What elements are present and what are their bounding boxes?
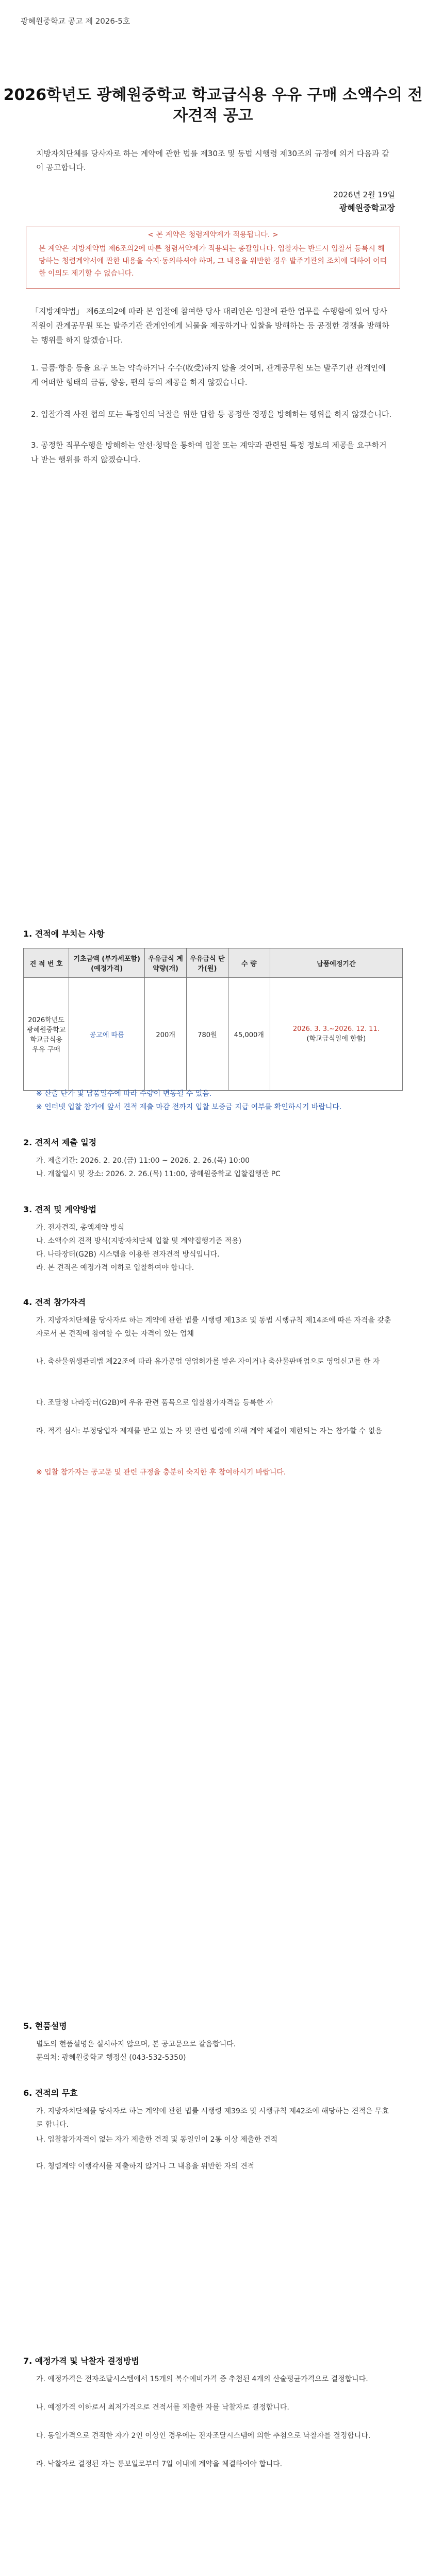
list-item: 다. 동일가격으로 견적한 자가 2인 이상인 경우에는 전자조달시스템에 의한 추첨으로 낙찰자를 결정합니다.	[36, 2432, 371, 2440]
document-number: 광혜원중학교 공고 제 2026-5호	[21, 16, 130, 26]
section-title-7: 7. 예정가격 및 낙찰자 결정방법	[23, 2356, 139, 2366]
section-title-6: 6. 견적의 무효	[23, 2088, 78, 2098]
section-title-3: 3. 견적 및 계약방법	[23, 1205, 97, 1214]
list-item: 가. 제출기간: 2026. 2. 20.(금) 11:00 ~ 2026. 2. 26.(목) 10:00	[36, 1157, 250, 1165]
list-item: 다. 나라장터(G2B) 시스템을 이용한 전자견적 방식입니다.	[36, 1250, 220, 1259]
cell-amount: 공고에 따름	[69, 978, 145, 1091]
list-item: ※ 입찰 참가자는 공고문 및 관련 규정을 충분히 숙지한 후 참여하시기 바랍니다.	[36, 1468, 286, 1477]
intro-item: 3. 공정한 직무수행을 방해하는 알선·청탁을 통하여 입찰 또는 계약과 관련된 특정 정보의 제공을 요구하거나 받는 행위를 하지 않겠습니다.	[31, 440, 387, 464]
list-item: 가. 전자견적, 총액계약 방식	[36, 1224, 125, 1232]
list-item: 나. 개찰일시 및 장소: 2026. 2. 26.(목) 11:00, 광혜원중학교 입찰집행관 PC	[36, 1170, 281, 1178]
integrity-notice-box	[26, 227, 400, 289]
table-header: 우유급식 계약량(개)	[145, 948, 187, 978]
integrity-notice-header: < 본 계약은 청렴계약제가 적용됩니다. >	[148, 231, 278, 239]
table-header: 수 량	[228, 948, 270, 978]
list-item: 가. 지방자치단체를 당사자로 하는 계약에 관한 법률 시행령 제13조 및 동법 시행규칙 제14조에 따른 자격을 갖춘 자로서 본 견적에 참여할 수 있는 자격이 있는 업체	[36, 1316, 391, 1338]
note-line: ※ 산출 단가 및 납품일수에 따라 수량이 변동될 수 있음.	[36, 1090, 212, 1098]
integrity-notice-text: 본 계약은 지방계약법 제6조의2에 따른 청렴서약제가 적용되는 총괄입니다. 입찰자는 반드시 입찰서 등록시 해당하는 청렴계약서에 관한 내용을 숙지·동의하셔야 하며, 그 내용을 위반한 경우 발주기관의 조치에 대하여 어떠한 이의도 제기할 수 없습니다.	[39, 245, 387, 278]
list-item: 가. 예정가격은 전자조달시스템에서 15개의 복수예비가격 중 추첨된 4개의 산술평균가격으로 결정합니다.	[36, 2375, 368, 2383]
table-header-row	[24, 948, 403, 978]
table-header: 우유급식 단가(원)	[187, 948, 228, 978]
table-header: 견 적 번 호	[24, 948, 69, 978]
period-range: 2026. 3. 3.~2026. 12. 11.	[292, 1025, 380, 1033]
list-item: 나. 축산물위생관리법 제22조에 따라 유가공업 영업허가를 받은 자이거나 축산물판매업으로 영업신고를 한 자	[36, 1358, 380, 1366]
cell-bid-no: 2026학년도 광혜원중학교 학교급식용 우유 구매	[24, 978, 69, 1091]
note-line: ※ 인터넷 입찰 참가에 앞서 견적 제출 마감 전까지 입찰 보증금 지급 여부를 확인하시기 바랍니다.	[36, 1103, 342, 1111]
period-note: (학교급식일에 한함)	[306, 1035, 366, 1043]
table-header: 납품예정기간	[270, 948, 402, 978]
goods-table	[23, 948, 403, 1091]
list-item: 가. 지방자치단체를 당사자로 하는 계약에 관한 법률 시행령 제39조 및 시행규칙 제42조에 해당하는 견적은 무효로 합니다.	[36, 2107, 389, 2129]
lead-paragraph: 지방자치단체를 당사자로 하는 계약에 관한 법률 제30조 및 동법 시행령 제30조의 규정에 의거 다음과 같이 공고합니다.	[36, 149, 389, 172]
list-item: 나. 예정가격 이하로서 최저가격으로 견적서를 제출한 자를 낙찰자로 결정합니다.	[36, 2403, 289, 2412]
section-title-2: 2. 견적서 제출 일정	[23, 1138, 97, 1147]
list-item: 나. 소액수의 견적 방식(지방자치단체 입찰 및 계약집행기준 적용)	[36, 1237, 242, 1245]
intro-item: 「지방계약법」 제6조의2에 따라 본 입찰에 참여한 당사 대리인은 입찰에 관한 업무를 수행함에 있어 당사 직원이 관계공무원 또는 발주기관 관계인에게 뇌물을 제공하거나 입찰을 방해하는 등 공정한 경쟁을 방해하는 행위를 하지 않겠습니다.	[31, 307, 389, 345]
issuing-organization: 광혜원중학교장	[339, 203, 395, 213]
list-item: 문의처: 광혜원중학교 행정실 (043-532-5350)	[36, 2054, 186, 2062]
intro-item: 2. 입찰가격 사전 협의 또는 특정인의 낙찰을 위한 담합 등 공정한 경쟁을 방해하는 행위를 하지 않겠습니다.	[31, 410, 392, 419]
section-title-5: 5. 현품설명	[23, 2021, 67, 2031]
list-item: 별도의 현품설명은 실시하지 않으며, 본 공고문으로 갈음합니다.	[36, 2040, 236, 2048]
cell-count: 45,000개	[228, 978, 270, 1091]
list-item: 라. 본 견적은 예정가격 이하로 입찰하여야 합니다.	[36, 1264, 194, 1272]
list-item: 다. 청렴계약 이행각서를 제출하지 않거나 그 내용을 위반한 자의 견적	[36, 2162, 255, 2171]
list-item: 라. 낙찰자로 결정된 자는 통보일로부터 7일 이내에 계약을 체결하여야 합니다.	[36, 2460, 283, 2468]
cell-qty: 200개	[145, 978, 187, 1091]
notice-date: 2026년 2월 19일	[333, 190, 395, 199]
page-title: 2026학년도 광혜원중학교 학교급식용 우유 구매 소액수의 전자견적 공고	[3, 86, 423, 125]
section-title-1: 1. 견적에 부치는 사항	[23, 929, 105, 939]
date-block	[333, 188, 395, 215]
table-header: 기초금액 (부가세포함) (예정가격)	[69, 948, 145, 978]
list-item: 라. 적격 심사: 부정당업자 제재를 받고 있는 자 및 관련 법령에 의해 계약 체결이 제한되는 자는 참가할 수 없음	[36, 1427, 382, 1435]
table-row	[24, 978, 403, 1091]
list-item: 다. 조달청 나라장터(G2B)에 우유 관련 품목으로 입찰참가자격을 등록한 자	[36, 1399, 273, 1407]
cell-period	[270, 978, 402, 1091]
cell-price: 780원	[187, 978, 228, 1091]
list-item: 나. 입찰참가자격이 없는 자가 제출한 견적 및 동일인이 2통 이상 제출한 견적	[36, 2136, 278, 2144]
section-title-4: 4. 견적 참가자격	[23, 1297, 86, 1307]
intro-item: 1. 금품·향응 등을 요구 또는 약속하거나 수수(收受)하지 않을 것이며, 관계공무원 또는 발주기관 관계인에게 어떠한 형태의 금품, 향응, 편의 등의 제공을 하지 않겠습니다.	[31, 363, 386, 387]
